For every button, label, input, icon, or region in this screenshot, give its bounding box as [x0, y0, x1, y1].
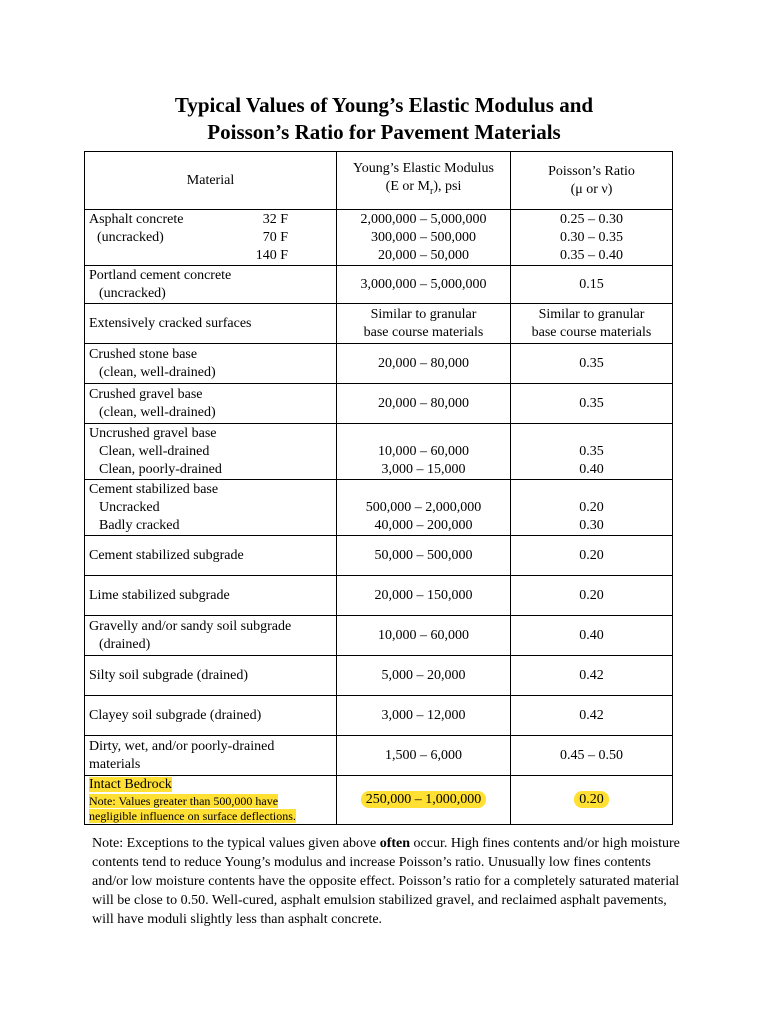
- table-header-row: [85, 152, 673, 210]
- modulus-gravelly: 10,000 – 60,000: [337, 616, 511, 656]
- modulus-cement-base: 500,000 – 2,000,000 40,000 – 200,000: [337, 480, 511, 536]
- table-row: [85, 536, 673, 576]
- material-cracked: Extensively cracked surfaces: [85, 304, 337, 344]
- poisson-bedrock: 0.20: [511, 776, 673, 825]
- material-crushed-gravel: Crushed gravel base (clean, well-drained): [85, 384, 337, 424]
- title-line-1: Typical Values of Young’s Elastic Modulus and: [174, 93, 594, 117]
- material-silty: Silty soil subgrade (drained): [85, 656, 337, 696]
- poisson-uncrushed-gravel: 0.35 0.40: [511, 424, 673, 480]
- material-crushed-stone: Crushed stone base (clean, well-drained): [85, 344, 337, 384]
- modulus-uncrushed-gravel: 10,000 – 60,000 3,000 – 15,000: [337, 424, 511, 480]
- table-row: [85, 480, 673, 536]
- table-row-highlighted: [85, 776, 673, 825]
- table-row: [85, 576, 673, 616]
- modulus-clayey: 3,000 – 12,000: [337, 696, 511, 736]
- table-row: [85, 384, 673, 424]
- header-poisson: Poisson’s Ratio (μ or ν): [511, 152, 673, 210]
- material-lime-subgrade: Lime stabilized subgrade: [85, 576, 337, 616]
- poisson-asphalt: 0.25 – 0.30 0.30 – 0.35 0.35 – 0.40: [511, 210, 673, 266]
- table-row: [85, 266, 673, 304]
- poisson-cracked: Similar to granular base course materials: [511, 304, 673, 344]
- poisson-dirty: 0.45 – 0.50: [511, 736, 673, 776]
- bedrock-note-line-1: Note: Values greater than 500,000 have: [89, 794, 279, 808]
- modulus-dirty: 1,500 – 6,000: [337, 736, 511, 776]
- header-modulus: Young’s Elastic Modulus (E or $M_r$), psi: [337, 152, 511, 210]
- bedrock-label: Intact Bedrock: [89, 777, 172, 792]
- modulus-crushed-gravel: 20,000 – 80,000: [337, 384, 511, 424]
- materials-table: [84, 151, 673, 825]
- material-asphalt: Asphalt concrete 32 F (uncracked) 70 F 140 F: [85, 210, 337, 266]
- header-material: Material: [85, 152, 337, 210]
- modulus-bedrock: 250,000 – 1,000,000: [337, 776, 511, 825]
- poisson-gravelly: 0.40: [511, 616, 673, 656]
- poisson-portland: 0.15: [511, 266, 673, 304]
- table-row: [85, 736, 673, 776]
- table-row: [85, 696, 673, 736]
- modulus-asphalt: 2,000,000 – 5,000,000 300,000 – 500,000 20,000 – 50,000: [337, 210, 511, 266]
- footnote: Note: Exceptions to the typical values given above often occur. High fines contents and/or high moisture contents tend to reduce Young’s modulus and increase Poisson’s ratio. Unusually low fines contents and/or low moisture contents have the opposite effect. Poisson’s ratio for a completely saturated material will be close to 0.50. Well-cured, asphalt emulsion stabilized gravel, and reclaimed asphalt pavements, will have moduli slightly less than asphalt concrete.: [92, 836, 680, 927]
- poisson-crushed-gravel: 0.35: [511, 384, 673, 424]
- material-cement-subgrade: Cement stabilized subgrade: [85, 536, 337, 576]
- material-cement-base: Cement stabilized base Uncracked Badly cracked: [85, 480, 337, 536]
- poisson-crushed-stone: 0.35: [511, 344, 673, 384]
- modulus-cement-subgrade: 50,000 – 500,000: [337, 536, 511, 576]
- material-portland: Portland cement concrete (uncracked): [85, 266, 337, 304]
- poisson-silty: 0.42: [511, 656, 673, 696]
- table-row: [85, 424, 673, 480]
- table-row: [85, 616, 673, 656]
- material-clayey: Clayey soil subgrade (drained): [85, 696, 337, 736]
- table-row: [85, 344, 673, 384]
- poisson-lime-subgrade: 0.20: [511, 576, 673, 616]
- bedrock-note-line-2: negligible influence on surface deflections.: [89, 809, 296, 823]
- table-row: [85, 210, 673, 266]
- table-row: [85, 304, 673, 344]
- table-row: [85, 656, 673, 696]
- page-title: [0, 92, 768, 146]
- poisson-cement-base: 0.20 0.30: [511, 480, 673, 536]
- modulus-lime-subgrade: 20,000 – 150,000: [337, 576, 511, 616]
- material-gravelly: Gravelly and/or sandy soil subgrade (drained): [85, 616, 337, 656]
- modulus-portland: 3,000,000 – 5,000,000: [337, 266, 511, 304]
- material-dirty: Dirty, wet, and/or poorly-drained materials: [85, 736, 337, 776]
- poisson-cement-subgrade: 0.20: [511, 536, 673, 576]
- material-uncrushed-gravel: Uncrushed gravel base Clean, well-drained Clean, poorly-drained: [85, 424, 337, 480]
- modulus-crushed-stone: 20,000 – 80,000: [337, 344, 511, 384]
- material-bedrock: [85, 776, 337, 825]
- modulus-cracked: Similar to granular base course materials: [337, 304, 511, 344]
- poisson-clayey: 0.42: [511, 696, 673, 736]
- modulus-silty: 5,000 – 20,000: [337, 656, 511, 696]
- title-line-2: Poisson’s Ratio for Pavement Materials: [207, 120, 561, 144]
